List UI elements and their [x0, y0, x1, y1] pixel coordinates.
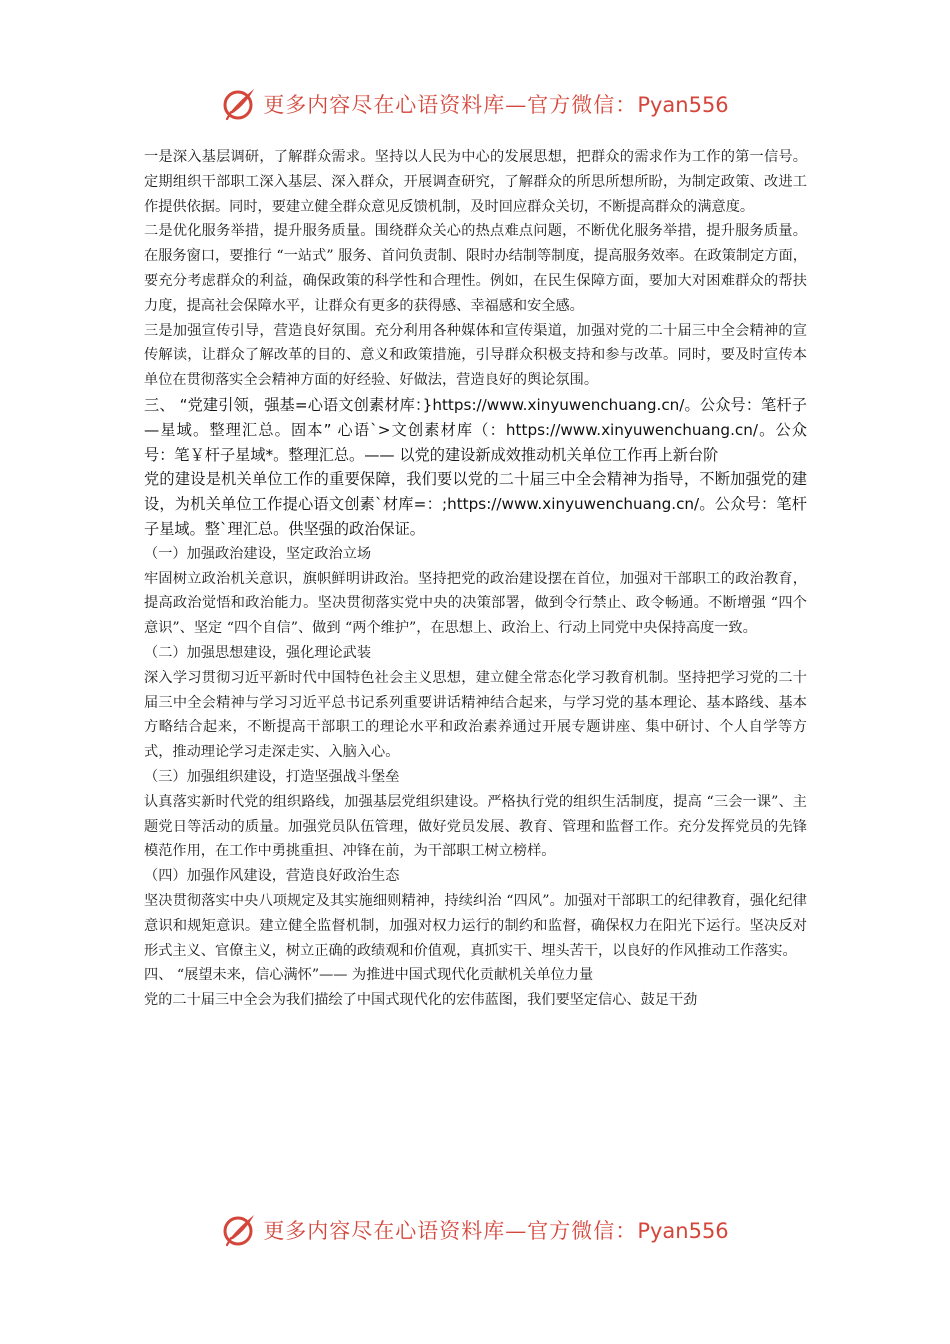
subheading-ideological: （二）加强思想建设，强化理论武装 [144, 644, 372, 661]
banner-text [263, 1215, 728, 1245]
header-banner [0, 82, 950, 126]
paragraph-political: 牢固树立政治机关意识，旗帜鲜明讲政治。坚持把党的政治建设摆在首位，加强对干部职工的政治教育，提高政治觉悟和政治能力。坚决贯彻落实党中央的决策部署，做到令行禁止、政令畅通。不断增强 “四个意识”、坚定 “四个自信”、做到 “两个维护”，在思想上、政治上、行动上同党中央保持高度一致。 [144, 570, 807, 637]
paragraph-service-2: 二是优化服务举措，提升服务质量。围绕群众关心的热点难点问题，不断优化服务举措，提升服务质量。在服务窗口，要推行 “一站式” 服务、首问负责制、限时办结制等制度，提高服务效率。在政策制定方面，要充分考虑群众的利益，确保政策的科学性和合理性。例如，在民生保障方面，要加大对困难群众的帮扶力度，提高社会保障水平，让群众有更多的获得感、幸福感和安全感。 [144, 223, 807, 314]
paragraph-service-1: 一是深入基层调研，了解群众需求。坚持以人民为中心的发展思想，把群众的需求作为工作的第一信号。定期组织干部职工深入基层、深入群众，开展调查研究，了解群众的所思所想所盼，为制定政策、改进工作提供依据。同时，要建立健全群众意见反馈机制，及时回应群众关切，不断提高群众的满意度。 [144, 149, 807, 215]
quill-pen-logo-icon [221, 1212, 257, 1248]
document-body [144, 145, 807, 1013]
wechat-id: Pyan556 [637, 93, 729, 117]
subheading-political: （一）加强政治建设，坚定政治立场 [144, 545, 372, 562]
subheading-organizational: （三）加强组织建设，打造坚强战斗堡垒 [144, 768, 400, 785]
quill-pen-logo-icon [221, 86, 257, 122]
banner-caption: 更多内容尽在心语资料库—官方微信： [263, 1219, 638, 1243]
paragraph-service-3: 三是加强宣传引导，营造良好氛围。充分利用各种媒体和宣传渠道，加强对党的二十届三中全会精神的宣传解读，让群众了解改革的目的、意义和政策措施，引导群众积极支持和参与改革。同时，要及时宣传本单位在贯彻落实全会精神方面的好经验、好做法，营造良好的舆论氛围。 [144, 322, 807, 389]
banner-text [263, 89, 728, 119]
section-heading-4: 四、 “展望未来，信心满怀”—— 为推进中国式现代化贡献机关单位力量 [144, 967, 594, 984]
footer-banner [0, 1208, 950, 1252]
paragraph-ideological: 深入学习贯彻习近平新时代中国特色社会主义思想，建立健全常态化学习教育机制。坚持把学习党的二十届三中全会精神与学习习近平总书记系列重要讲话精神结合起来，与学习党的基本理论、基本路线、基本方略结合起来，不断提高干部职工的理论水平和政治素养通过开展专题讲座、集中研讨、个人自学等方式，推动理论学习走深走实、入脑入心。 [144, 669, 807, 761]
section-heading-3: 三、 “党建引领，强基=心语文创素材库：}https://www.xinyuwenchuang.cn/。公众号：笔杆子—星域。整理汇总。固本” 心语`>文创素材库（：https://www.xinyuwenchuang.cn/。公众号：笔￥杆子星域*。整理汇总。—— 以党的建设新成效推动机关单位工作再上新台阶 [144, 395, 807, 464]
paragraph-future: 党的二十届三中全会为我们描绘了中国式现代化的宏伟蓝图，我们要坚定信心、鼓足干劲 [144, 992, 698, 1009]
subheading-style: （四）加强作风建设，营造良好政治生态 [144, 868, 400, 885]
paragraph-organizational: 认真落实新时代党的组织路线，加强基层党组织建设。严格执行党的组织生活制度，提高 “三会一课”、主题党日等活动的质量。加强党员队伍管理，做好党员发展、教育、管理和监督工作。充分发挥党员的先锋模范作用，在工作中勇挑重担、冲锋在前，为干部职工树立榜样。 [144, 793, 807, 860]
paragraph-party-building-intro: 党的建设是机关单位工作的重要保障，我们要以党的二十届三中全会精神为指导，不断加强党的建设，为机关单位工作提心语文创素`材库=：;https://www.xinyuwenchuang.cn/。公众号：笔杆子星域。整`理汇总。供坚强的政治保证。 [144, 470, 807, 538]
banner-caption: 更多内容尽在心语资料库—官方微信： [263, 93, 638, 117]
paragraph-style: 坚决贯彻落实中央八项规定及其实施细则精神，持续纠治 “四风”。加强对干部职工的纪律教育，强化纪律意识和规矩意识。建立健全监督机制，加强对权力运行的制约和监督，确保权力在阳光下运行。坚决反对形式主义、官僚主义，树立正确的政绩观和价值观，真抓实干、埋头苦干，以良好的作风推动工作落实。 [144, 892, 807, 959]
wechat-id: Pyan556 [637, 1219, 729, 1243]
